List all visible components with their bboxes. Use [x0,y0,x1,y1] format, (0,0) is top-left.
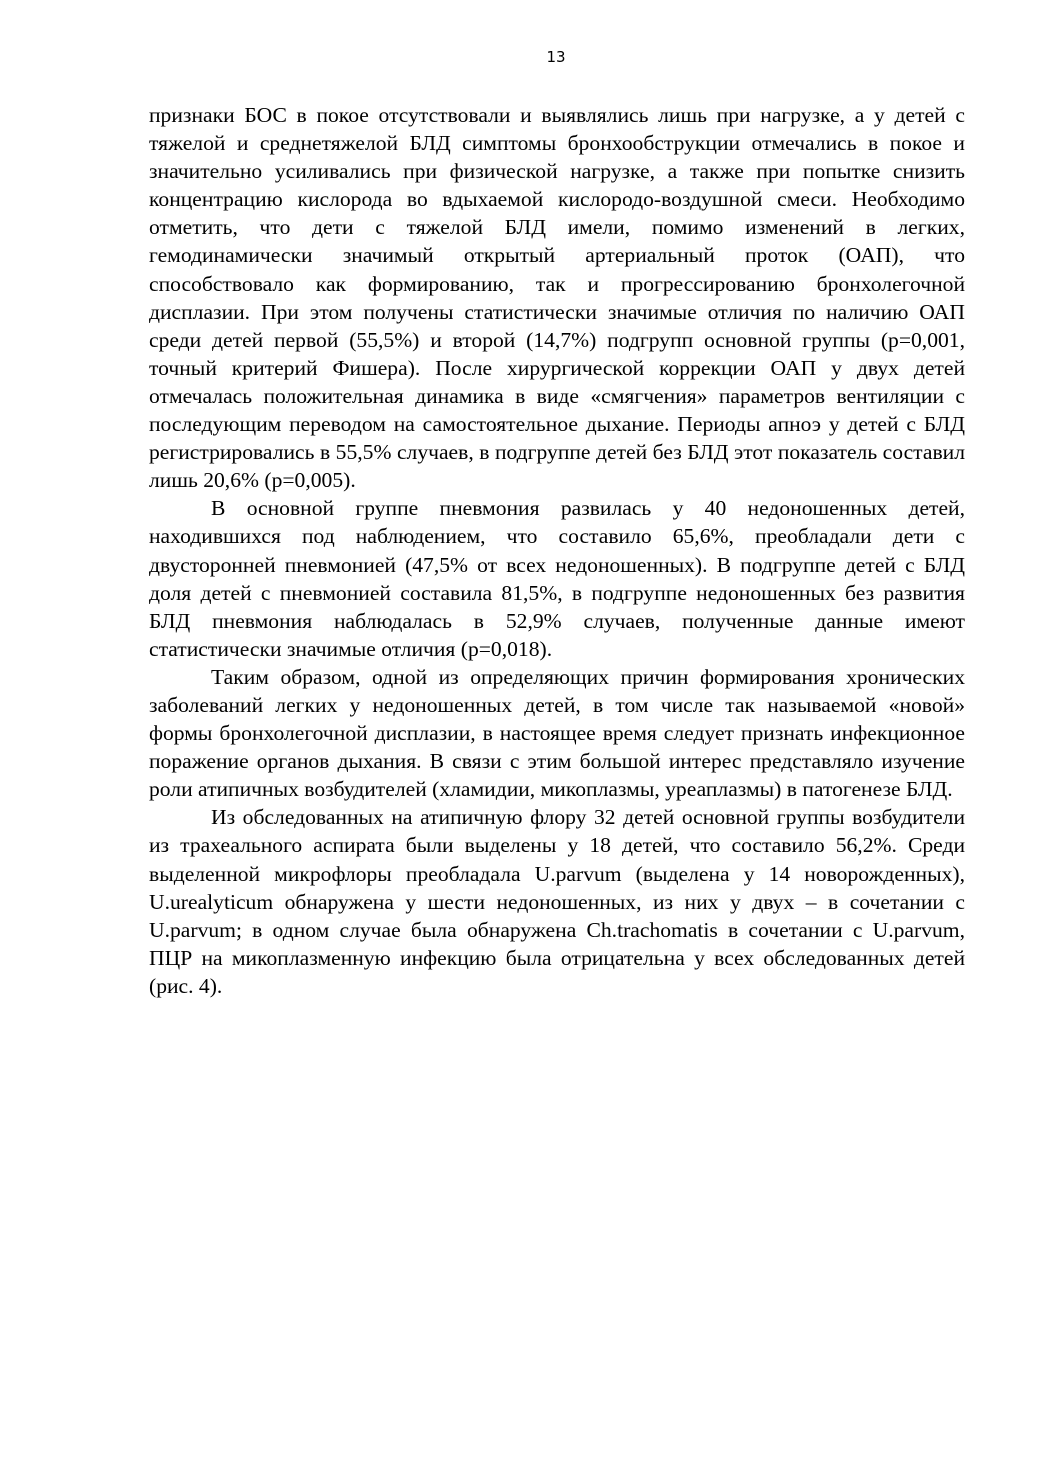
page-number: 13 [546,48,566,66]
document-body [149,101,965,1000]
paragraph-3: Таким образом, одной из определяющих причин формирования хронических заболеваний легких у недоношенных детей, в том числе так называемой «новой» формы бронхолегочной дисплазии, в настоящее время следует признать инфекционное поражение органов дыхания. В связи с этим большой интерес представляло изучение роли атипичных возбудителей (хламидии, микоплазмы, уреаплазмы) в патогенезе БЛД. [149,664,965,802]
paragraph-2: В основной группе пневмония развилась у 40 недоношенных детей, находившихся под наблюдением, что составило 65,6%, преобладали дети с двусторонней пневмонией (47,5% от всех недоношенных). В подгруппе детей с БЛД доля детей с пневмонией составила 81,5%, в подгруппе недоношенных без развития БЛД пневмония наблюдалась в 52,9% случаев, полученные данные имеют статистически значимые отличия (p=0,018). [149,496,965,661]
paragraph-1: признаки БОС в покое отсутствовали и выявлялись лишь при нагрузке, а у детей с тяжелой и среднетяжелой БЛД симптомы бронхообструкции отмечались в покое и значительно усиливались при физической нагрузке, а также при попытке снизить концентрацию кислорода во вдыхаемой кислородо-воздушной смеси. Необходимо отметить, что дети с тяжелой БЛД имели, помимо изменений в легких, гемодинамически значимый открытый артериальный проток (ОАП), что способствовало как формированию, так и прогрессированию бронхолегочной дисплазии. При этом получены статистически значимые отличия по наличию ОАП среди детей первой (55,5%) и второй (14,7%) подгрупп основной группы (p=0,001, точный критерий Фишера). После хирургической коррекции ОАП у двух детей отмечалась положительная динамика в виде «смягчения» параметров вентиляции с последующим переводом на самостоятельное дыхание. Периоды апноэ у детей с БЛД регистрировались в 55,5% случаев, в подгруппе детей без БЛД этот показатель составил лишь 20,6% (p=0,005). [149,103,965,493]
paragraph-4: Из обследованных на атипичную флору 32 детей основной группы возбудители из трахеального аспирата были выделены у 18 детей, что составило 56,2%. Среди выделенной микрофлоры преобладала U.parvum (выделена у 14 новорожденных), U.urealyticum обнаружена у шести недоношенных, из них у двух – в сочетании с U.parvum; в одном случае была обнаружена Ch.trachomatis в сочетании с U.parvum, ПЦР на микоплазменную инфекцию была отрицательна у всех обследованных детей (рис. 4). [149,805,965,998]
